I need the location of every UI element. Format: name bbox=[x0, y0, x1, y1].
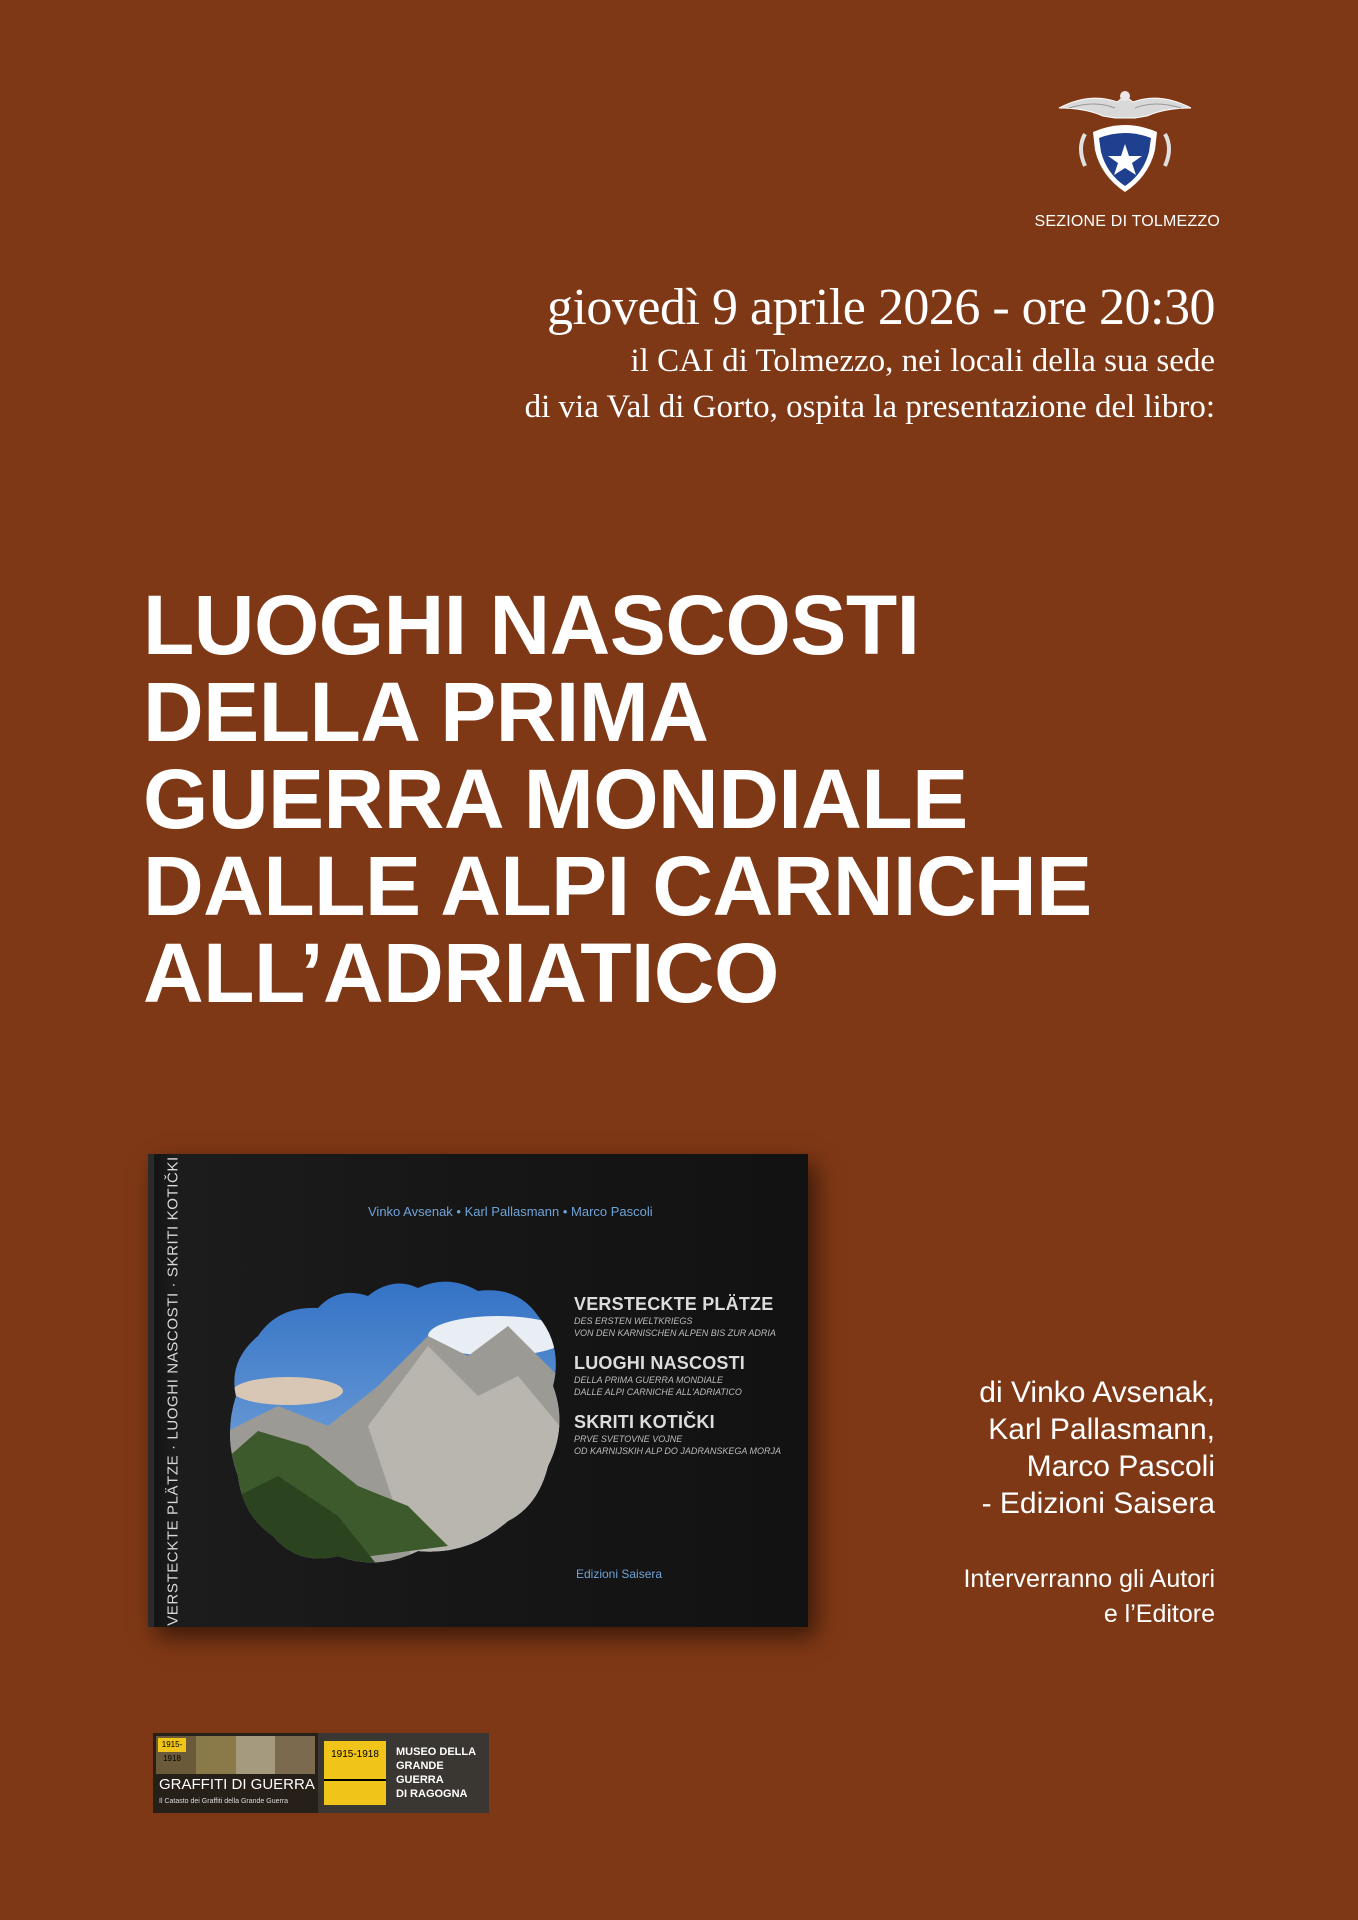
partner-logos bbox=[153, 1733, 489, 1813]
museo-name bbox=[396, 1745, 476, 1801]
cover-block-title: VERSTECKTE PLÄTZE bbox=[574, 1294, 774, 1314]
speakers-line: Interverranno gli Autori bbox=[963, 1565, 1215, 1593]
credit-line: - Edizioni Saisera bbox=[981, 1487, 1215, 1520]
book-spine bbox=[158, 1154, 188, 1627]
cover-block-sub: DALLE ALPI CARNICHE ALL'ADRIATICO bbox=[574, 1387, 742, 1397]
title-line: GUERRA MONDIALE bbox=[143, 752, 968, 846]
credit-line: Marco Pascoli bbox=[1026, 1450, 1215, 1483]
barbed-wire-icon bbox=[324, 1779, 386, 1781]
museo-line: MUSEO DELLA bbox=[396, 1746, 477, 1758]
cai-eagle-icon bbox=[1055, 88, 1195, 203]
cover-authors: Vinko Avsenak • Karl Pallasmann • Marco Pascoli bbox=[368, 1204, 653, 1219]
museo-line: GRANDE bbox=[396, 1760, 444, 1772]
museo-ragogna-logo bbox=[318, 1733, 489, 1813]
speakers-note bbox=[963, 1562, 1215, 1632]
cover-block-title: LUOGHI NASCOSTI bbox=[574, 1353, 746, 1373]
cover-block bbox=[574, 1353, 794, 1398]
cover-block-title: SKRITI KOTIČKI bbox=[574, 1412, 715, 1432]
cover-block-sub: DES ERSTEN WELTKRIEGS bbox=[574, 1316, 693, 1326]
title-line: DALLE ALPI CARNICHE bbox=[143, 839, 1092, 933]
book-cover bbox=[148, 1154, 808, 1627]
book-spine-edge bbox=[148, 1154, 154, 1627]
cai-logo bbox=[1055, 88, 1195, 203]
cover-title-blocks bbox=[574, 1294, 794, 1471]
event-intro bbox=[525, 278, 1215, 430]
title-line: ALL’ADRIATICO bbox=[143, 926, 779, 1020]
graffiti-name: GRAFFITI DI GUERRA bbox=[159, 1776, 315, 1793]
cover-block-sub: PRVE SVETOVNE VOJNE bbox=[574, 1434, 683, 1444]
title-line: LUOGHI NASCOSTI bbox=[143, 578, 920, 672]
museo-yellow-badge bbox=[324, 1741, 386, 1805]
event-line-1: il CAI di Tolmezzo, nei locali della sua sede bbox=[630, 343, 1215, 379]
speakers-line: e l’Editore bbox=[1103, 1600, 1215, 1628]
graffiti-subtitle: Il Catasto dei Graffiti della Grande Guerra bbox=[159, 1798, 289, 1805]
cover-block bbox=[574, 1412, 794, 1457]
graffiti-years: 1915-1918 bbox=[158, 1738, 186, 1752]
spine-text: VERSTECKTE PLÄTZE · LUOGHI NASCOSTI · SKRITI KOTIČKI bbox=[164, 1155, 182, 1626]
museo-line: GUERRA bbox=[396, 1774, 444, 1786]
museo-line: DI RAGOGNA bbox=[396, 1788, 468, 1800]
graffiti-di-guerra-logo bbox=[153, 1733, 318, 1813]
cover-block bbox=[574, 1294, 794, 1339]
event-line-2: di via Val di Gorto, ospita la presentazione del libro: bbox=[524, 389, 1215, 425]
credit-line: Karl Pallasmann, bbox=[988, 1413, 1215, 1446]
event-date-time: giovedì 9 aprile 2026 - ore 20:30 bbox=[546, 279, 1215, 336]
book-credits bbox=[979, 1374, 1215, 1522]
cover-block-sub: OD KARNIJSKIH ALP DO JADRANSKEGA MORJA bbox=[574, 1446, 782, 1456]
credit-line: di Vinko Avsenak, bbox=[979, 1376, 1215, 1409]
section-name: SEZIONE DI TOLMEZZO bbox=[1034, 213, 1220, 230]
cover-publisher: Edizioni Saisera bbox=[576, 1567, 663, 1581]
title-line: DELLA PRIMA bbox=[143, 665, 709, 759]
cover-block-sub: DELLA PRIMA GUERRA MONDIALE bbox=[574, 1375, 724, 1385]
cover-mountain-photo bbox=[218, 1266, 568, 1576]
museo-years: 1915-1918 bbox=[331, 1749, 379, 1760]
book-title bbox=[143, 578, 1092, 1020]
cover-block-sub: VON DEN KARNISCHEN ALPEN BIS ZUR ADRIA bbox=[574, 1328, 776, 1338]
